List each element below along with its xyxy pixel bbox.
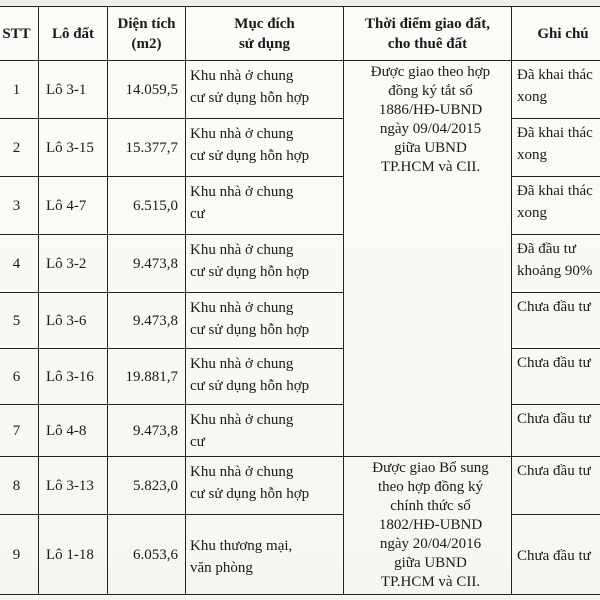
cell-purpose: Khu thương mại, văn phòng <box>186 515 344 595</box>
cell-lot: Lô 3-6 <box>39 293 108 349</box>
cell-purpose: Khu nhà ở chung cư sử dụng hỗn hợp <box>186 293 344 349</box>
cell-note: Chưa đầu tư <box>512 405 600 457</box>
cell-area: 9.473,8 <box>108 405 186 457</box>
table-row <box>0 457 600 515</box>
cell-note: Đã đầu tư khoảng 90% <box>512 235 600 293</box>
cell-purpose: Khu nhà ở chung cư sử dụng hỗn hợp <box>186 235 344 293</box>
cell-note: Chưa đầu tư <box>512 457 600 515</box>
cell-lot: Lô 3-13 <box>39 457 108 515</box>
cell-area: 14.059,5 <box>108 61 186 119</box>
cell-stt: 5 <box>0 293 39 349</box>
cell-stt: 8 <box>0 457 39 515</box>
cell-area: 19.881,7 <box>108 349 186 405</box>
cell-lot: Lô 4-8 <box>39 405 108 457</box>
table-row <box>0 61 600 119</box>
cell-stt: 1 <box>0 61 39 119</box>
cell-lot: Lô 3-1 <box>39 61 108 119</box>
cell-note: Đã khai thác xong <box>512 119 600 177</box>
cell-note: Chưa đầu tư <box>512 293 600 349</box>
header-time: Thời điểm giao đất, cho thuê đất <box>344 7 512 61</box>
header-area: Diện tích (m2) <box>108 7 186 61</box>
cell-note: Đã khai thác xong <box>512 61 600 119</box>
cell-purpose: Khu nhà ở chung cư <box>186 177 344 235</box>
cell-area: 9.473,8 <box>108 293 186 349</box>
cell-area: 6.053,6 <box>108 515 186 595</box>
cell-stt: 3 <box>0 177 39 235</box>
header-purpose: Mục đích sử dụng <box>186 7 344 61</box>
cell-stt: 4 <box>0 235 39 293</box>
cell-note: Đã khai thác xong <box>512 177 600 235</box>
header-stt: STT <box>0 7 39 61</box>
cell-time-group-1: Được giao theo hợp đồng ký tắt số 1886/HĐ-UBND ngày 09/04/2015 giữa UBND TP.HCM và CII. <box>344 61 512 457</box>
cell-area: 5.823,0 <box>108 457 186 515</box>
cell-lot: Lô 3-16 <box>39 349 108 405</box>
cell-lot: Lô 3-2 <box>39 235 108 293</box>
cell-purpose: Khu nhà ở chung cư sử dụng hỗn hợp <box>186 457 344 515</box>
table-header-row <box>0 7 600 61</box>
cell-area: 9.473,8 <box>108 235 186 293</box>
cell-purpose: Khu nhà ở chung cư sử dụng hỗn hợp <box>186 119 344 177</box>
header-note: Ghi chú <box>512 7 600 61</box>
cell-area: 6.515,0 <box>108 177 186 235</box>
cell-lot: Lô 1-18 <box>39 515 108 595</box>
cell-stt: 9 <box>0 515 39 595</box>
cell-note: Chưa đầu tư <box>512 515 600 595</box>
cell-stt: 2 <box>0 119 39 177</box>
header-lot: Lô đất <box>39 7 108 61</box>
cell-purpose: Khu nhà ở chung cư sử dụng hỗn hợp <box>186 349 344 405</box>
cell-purpose: Khu nhà ở chung cư sử dụng hỗn hợp <box>186 61 344 119</box>
cell-area: 15.377,7 <box>108 119 186 177</box>
cell-stt: 7 <box>0 405 39 457</box>
cell-lot: Lô 3-15 <box>39 119 108 177</box>
cell-purpose: Khu nhà ở chung cư <box>186 405 344 457</box>
cell-time-group-2: Được giao Bổ sung theo hợp đồng ký chính thức số 1802/HĐ-UBND ngày 20/04/2016 giữa UBND TP.HCM và CII. <box>344 457 512 595</box>
cell-note: Chưa đầu tư <box>512 349 600 405</box>
land-lot-table <box>0 6 600 595</box>
cell-lot: Lô 4-7 <box>39 177 108 235</box>
cell-stt: 6 <box>0 349 39 405</box>
